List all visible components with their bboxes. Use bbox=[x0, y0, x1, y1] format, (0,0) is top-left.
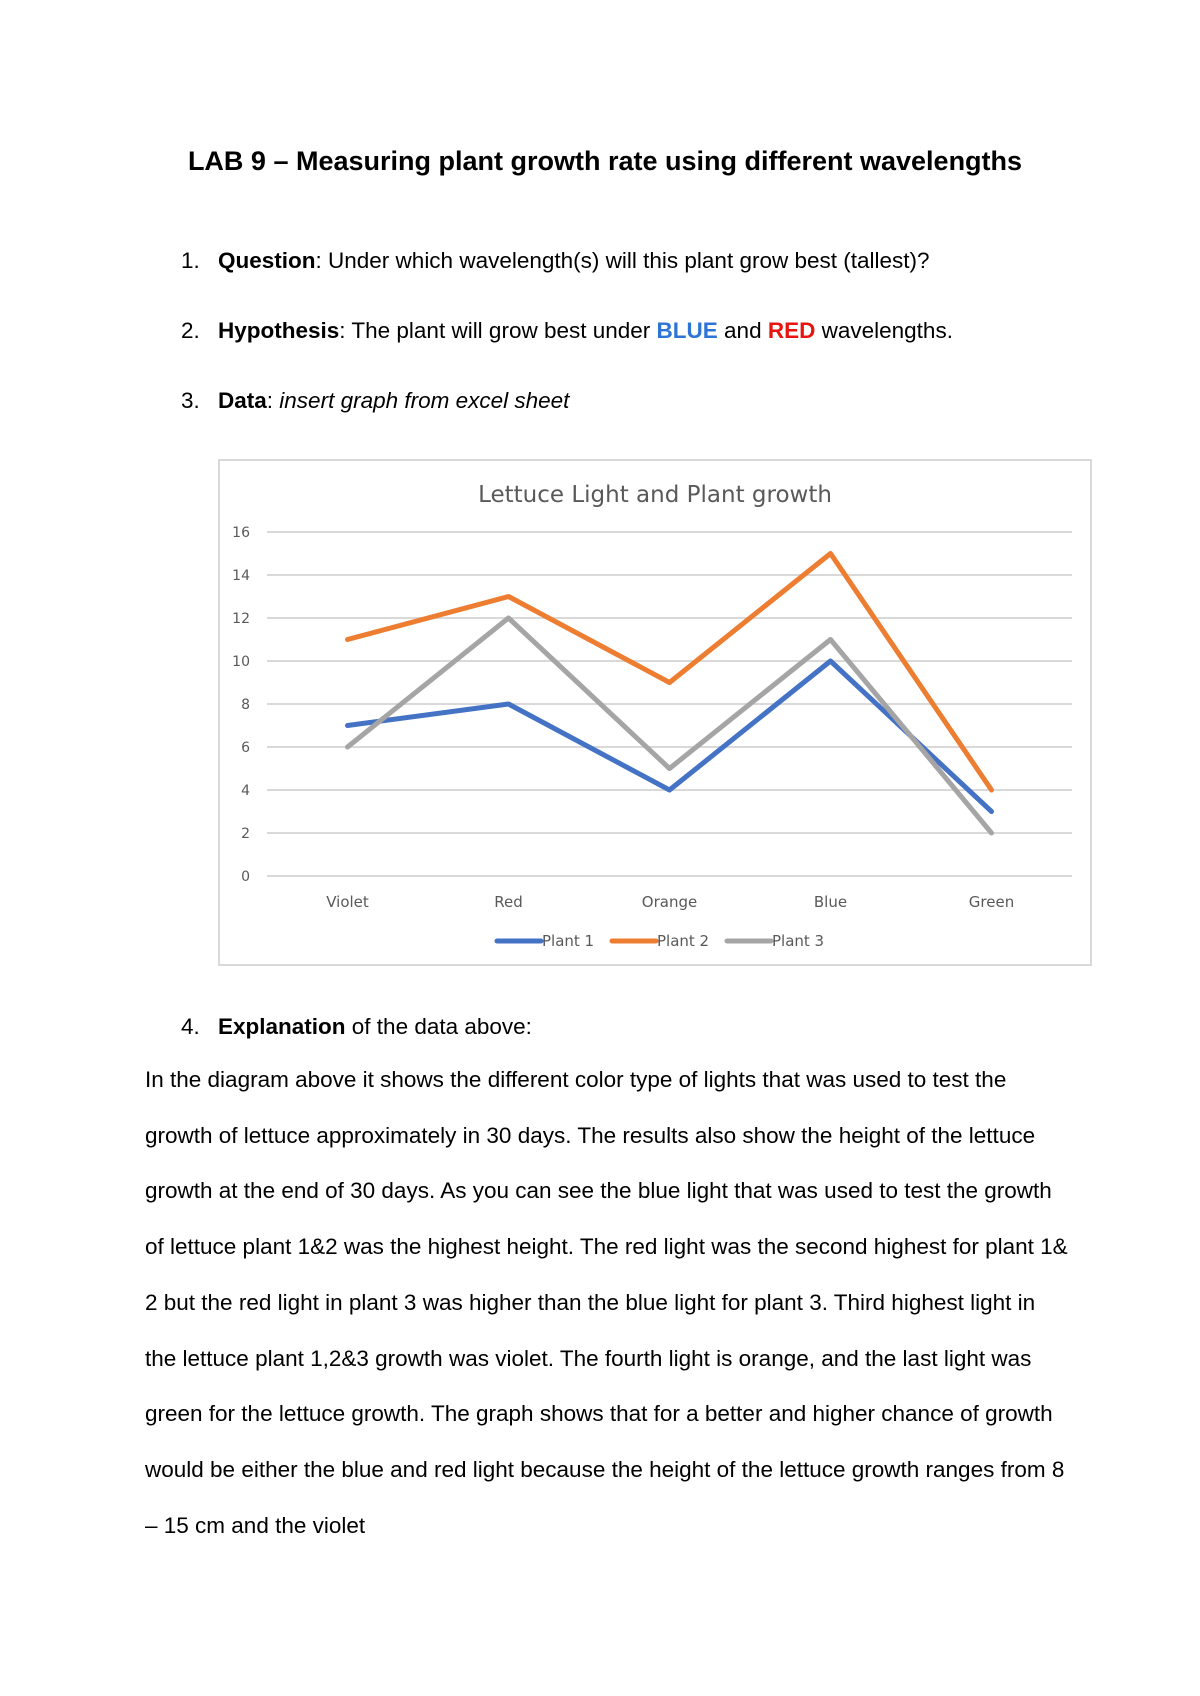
legend-label: Plant 2 bbox=[657, 932, 710, 950]
y-tick-label: 12 bbox=[232, 611, 250, 627]
explanation-paragraph: In the diagram above it shows the different color type of lights that was used to test the growth of lettuce approximately in 30 days. The results also show the height of the lettuce growth at the end of 30 days. As you can see the blue light that was used to test the growth of lettuce plant 1&2 was the highest height. The red light was the second highest for plant 1& 2 but the red light in plant 3 was higher than the blue light for plant 3. Third highest light in the lettuce plant 1,2&3 growth was violet. The fourth light is orange, and the last light was green for the lettuce growth. The graph shows that for a better and higher chance of growth would be either the blue and red light because the height of the lettuce growth ranges from 8 – 15 cm and the violet bbox=[145, 1067, 1068, 1538]
x-tick-label: Blue bbox=[813, 893, 848, 911]
explanation-item bbox=[181, 1014, 532, 1040]
x-tick-label: Red bbox=[494, 893, 523, 911]
hypothesis-text-end: wavelengths. bbox=[815, 318, 953, 343]
data-text: : bbox=[266, 388, 280, 413]
y-tick-label: 4 bbox=[241, 783, 250, 799]
item-number: 1. bbox=[181, 248, 200, 273]
question-label: Question bbox=[218, 248, 316, 273]
line-chart bbox=[218, 459, 1092, 966]
data-instruction: insert graph from excel sheet bbox=[279, 388, 570, 413]
x-tick-label: Orange bbox=[641, 893, 698, 911]
hypothesis-red-word: RED bbox=[767, 318, 816, 343]
y-tick-label: 10 bbox=[232, 654, 250, 670]
y-tick-label: 6 bbox=[241, 740, 250, 756]
item-number: 2. bbox=[181, 318, 200, 343]
legend-label: Plant 3 bbox=[772, 932, 825, 950]
item-number: 4. bbox=[181, 1014, 200, 1039]
chart-svg bbox=[220, 461, 1090, 964]
chart-title: Lettuce Light and Plant growth bbox=[478, 482, 832, 508]
hypothesis-text-middle: and bbox=[717, 318, 768, 343]
hypothesis-text: : The plant will grow best under bbox=[339, 318, 657, 343]
y-tick-label: 14 bbox=[232, 568, 250, 584]
y-tick-label: 16 bbox=[232, 525, 250, 541]
legend-label: Plant 1 bbox=[542, 932, 595, 950]
page-title: LAB 9 – Measuring plant growth rate using different wavelengths bbox=[187, 146, 1023, 176]
question-item bbox=[181, 248, 930, 274]
item-number: 3. bbox=[181, 388, 200, 413]
question-text: : Under which wavelength(s) will this plant grow best (tallest)? bbox=[315, 248, 930, 273]
explanation-label: Explanation bbox=[218, 1014, 346, 1039]
hypothesis-label: Hypothesis bbox=[218, 318, 340, 343]
y-tick-label: 2 bbox=[241, 826, 250, 842]
x-tick-label: Green bbox=[968, 893, 1015, 911]
data-label: Data bbox=[218, 388, 267, 413]
x-tick-label: Violet bbox=[326, 893, 369, 911]
hypothesis-item bbox=[181, 318, 953, 344]
y-tick-label: 0 bbox=[241, 869, 250, 885]
data-item bbox=[181, 388, 569, 414]
hypothesis-blue-word: BLUE bbox=[656, 318, 718, 343]
explanation-heading-text: of the data above: bbox=[345, 1014, 532, 1039]
y-tick-label: 8 bbox=[241, 697, 250, 713]
